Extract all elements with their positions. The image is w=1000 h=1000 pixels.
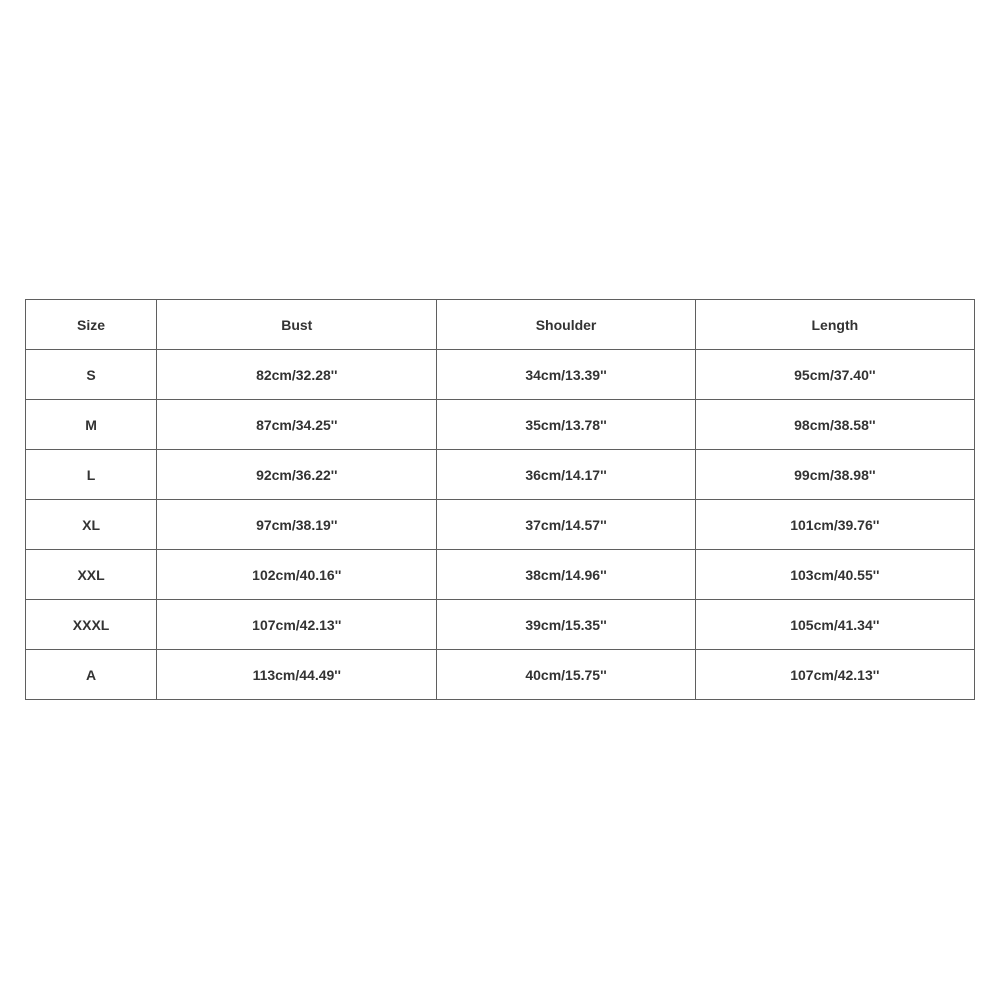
cell-length: 107cm/42.13'' xyxy=(695,650,974,700)
table-row xyxy=(26,400,975,450)
cell-shoulder: 40cm/15.75'' xyxy=(437,650,695,700)
table-row xyxy=(26,500,975,550)
cell-length: 103cm/40.55'' xyxy=(695,550,974,600)
table-row xyxy=(26,550,975,600)
cell-bust: 107cm/42.13'' xyxy=(157,600,437,650)
header-size: Size xyxy=(26,300,157,350)
cell-length: 98cm/38.58'' xyxy=(695,400,974,450)
table-row xyxy=(26,600,975,650)
cell-bust: 82cm/32.28'' xyxy=(157,350,437,400)
cell-length: 95cm/37.40'' xyxy=(695,350,974,400)
header-shoulder: Shoulder xyxy=(437,300,695,350)
cell-size: M xyxy=(26,400,157,450)
cell-length: 101cm/39.76'' xyxy=(695,500,974,550)
table-row xyxy=(26,350,975,400)
cell-length: 99cm/38.98'' xyxy=(695,450,974,500)
cell-bust: 113cm/44.49'' xyxy=(157,650,437,700)
cell-size: XXL xyxy=(26,550,157,600)
cell-bust: 97cm/38.19'' xyxy=(157,500,437,550)
cell-bust: 92cm/36.22'' xyxy=(157,450,437,500)
cell-size: A xyxy=(26,650,157,700)
cell-size: L xyxy=(26,450,157,500)
cell-shoulder: 35cm/13.78'' xyxy=(437,400,695,450)
cell-size: S xyxy=(26,350,157,400)
cell-shoulder: 38cm/14.96'' xyxy=(437,550,695,600)
cell-size: XL xyxy=(26,500,157,550)
cell-size: XXXL xyxy=(26,600,157,650)
table-row xyxy=(26,450,975,500)
header-length: Length xyxy=(695,300,974,350)
cell-shoulder: 36cm/14.17'' xyxy=(437,450,695,500)
cell-shoulder: 34cm/13.39'' xyxy=(437,350,695,400)
cell-shoulder: 39cm/15.35'' xyxy=(437,600,695,650)
cell-bust: 87cm/34.25'' xyxy=(157,400,437,450)
cell-length: 105cm/41.34'' xyxy=(695,600,974,650)
size-chart-table xyxy=(25,299,975,700)
cell-shoulder: 37cm/14.57'' xyxy=(437,500,695,550)
table-header-row xyxy=(26,300,975,350)
header-bust: Bust xyxy=(157,300,437,350)
cell-bust: 102cm/40.16'' xyxy=(157,550,437,600)
table-row xyxy=(26,650,975,700)
